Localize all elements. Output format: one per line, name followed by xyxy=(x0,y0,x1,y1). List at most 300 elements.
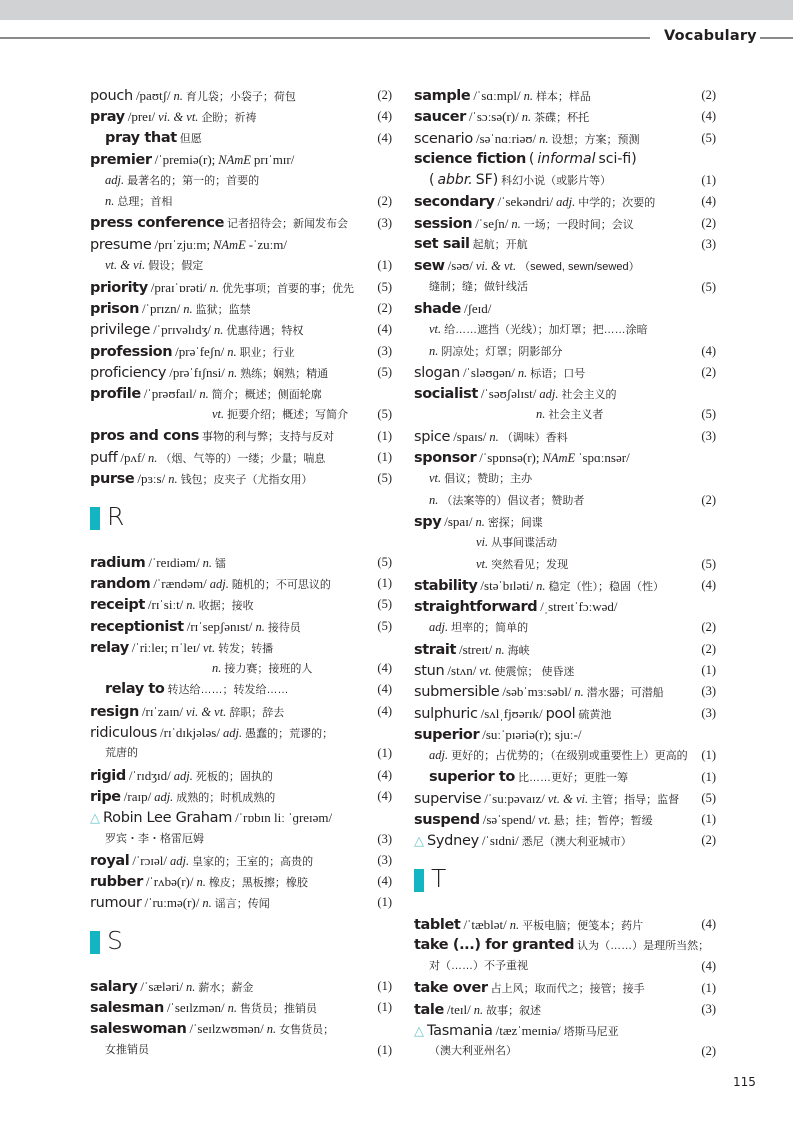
phonetic: /stʌn/ xyxy=(447,663,477,679)
phonetic: /ˈsekəndri/ xyxy=(497,194,554,210)
unit-number: (4) xyxy=(377,109,392,124)
part-of-speech: vi. & vt. xyxy=(158,110,199,125)
top-band xyxy=(0,0,793,20)
part-of-speech: adj. xyxy=(169,853,190,868)
unit-number: (1) xyxy=(701,173,716,188)
unit-number: (1) xyxy=(377,978,392,993)
part-of-speech: vi. xyxy=(476,535,489,550)
phonetic: /praɪˈɒrəti/ xyxy=(150,279,207,295)
vocab-entry xyxy=(414,255,716,298)
entry-line xyxy=(90,765,392,786)
unit-number: (5) xyxy=(701,130,716,145)
phonetic: /prəˈfɪʃnsi/ xyxy=(169,364,225,380)
unit-number: (4) xyxy=(377,703,392,718)
vocab-entry xyxy=(414,85,716,106)
headword: puff xyxy=(90,450,118,467)
vocab-entry xyxy=(414,383,716,426)
headword: pool xyxy=(545,705,576,722)
definition: 对（……）不予重视 xyxy=(429,960,528,973)
headword: rubber xyxy=(90,874,143,891)
part-of-speech: n. xyxy=(536,407,546,422)
definition: 比……更好；更胜一筹 xyxy=(517,771,628,784)
phonetic: /ˈspɒnsə(r); xyxy=(479,450,540,466)
vocab-entry xyxy=(414,106,716,127)
phonetic: /ˈrɪdʒɪd/ xyxy=(128,767,171,783)
part-of-speech: n. xyxy=(536,578,546,593)
entry-line xyxy=(90,850,392,871)
entry-continuation-line xyxy=(414,956,716,977)
definition: （澳大利亚州名） xyxy=(429,1045,517,1058)
unit-number: (2) xyxy=(377,194,392,209)
entry-line xyxy=(90,722,392,743)
unit-number: (2) xyxy=(377,300,392,315)
vocab-entry xyxy=(414,978,716,999)
entry-line xyxy=(90,573,392,594)
entry-line xyxy=(414,788,716,809)
phonetic: /səˈnɑːriəʊ/ xyxy=(475,130,537,146)
section-marker-bar xyxy=(90,507,100,530)
part-of-speech: n. xyxy=(255,619,265,634)
phonetic: /ˈseɪlzwʊmən/ xyxy=(189,1021,264,1037)
phonetic: /pʌf/ xyxy=(120,450,145,466)
vocab-entry xyxy=(90,616,392,637)
headword: science fiction xyxy=(414,150,526,167)
vocab-entry xyxy=(90,594,392,615)
phonetic: /rɪˈsepʃənɪst/ xyxy=(186,618,253,634)
entry-line xyxy=(414,999,716,1020)
headword: pros and cons xyxy=(90,427,200,444)
headword: slogan xyxy=(414,364,460,381)
entry-line xyxy=(414,703,716,724)
headword: socialist xyxy=(414,386,478,403)
entry-line xyxy=(414,1020,716,1041)
phonetic: /pɜːs/ xyxy=(137,471,166,487)
entry-line xyxy=(414,724,716,745)
entry-continuation-line xyxy=(414,532,716,553)
definition: 镭 xyxy=(214,557,226,570)
phonetic: /ˈsɔːsə(r)/ xyxy=(468,109,519,125)
vocab-entry xyxy=(414,213,716,234)
vocabulary-column-left xyxy=(90,85,392,1061)
phonetic: /ˈprɪzn/ xyxy=(142,300,181,316)
headword: proficiency xyxy=(90,364,167,381)
vocab-entry xyxy=(414,447,716,511)
part-of-speech: vt. xyxy=(429,471,442,486)
part-of-speech: n. xyxy=(495,642,505,657)
entry-line xyxy=(90,234,392,255)
definition: 扼要介绍；概述；写简介 xyxy=(227,409,349,422)
phonetic: /ˈriːleɪ; rɪˈleɪ/ xyxy=(131,639,200,655)
unit-number: (4) xyxy=(377,788,392,803)
definition: 愚蠢的；荒谬的； xyxy=(245,728,334,741)
unit-number: (1) xyxy=(377,575,392,590)
entry-line xyxy=(90,1018,392,1039)
part-of-speech: n. xyxy=(202,896,212,911)
sub-entry-line xyxy=(90,128,392,149)
definition: 故事；叙述 xyxy=(486,1004,542,1017)
definition: 接力赛；接班的人 xyxy=(224,663,313,676)
entry-continuation-line xyxy=(90,255,392,276)
part-of-speech: NAmE xyxy=(542,451,576,466)
definition: 更好的；占优势的；（在级别或重要性上）更高的 xyxy=(451,750,688,763)
phonetic: /ʃeɪd/ xyxy=(463,300,492,316)
vocab-entry xyxy=(414,681,716,702)
definition: 平板电脑；便笺本；药片 xyxy=(522,919,644,932)
unit-number: (1) xyxy=(701,663,716,678)
part-of-speech: n. xyxy=(185,979,196,994)
definition: 给……遮挡（光线）；加灯罩；把……涂暗 xyxy=(444,324,648,337)
entry-continuation-line xyxy=(414,490,716,511)
entry-line xyxy=(90,426,392,447)
definition: 从事间谍活动 xyxy=(491,537,558,550)
entry-line xyxy=(414,128,716,149)
definition: 总理；首相 xyxy=(117,196,173,209)
vocab-entry xyxy=(90,341,392,362)
phonetic: -ˈzuːm/ xyxy=(248,237,287,253)
entry-line xyxy=(414,191,716,212)
headword: straightforward xyxy=(414,599,538,616)
entry-line xyxy=(414,596,716,617)
headword: radium xyxy=(90,554,146,571)
entry-line xyxy=(90,594,392,615)
vocab-entry xyxy=(90,426,392,447)
headword: tale xyxy=(414,1001,444,1018)
phonetic: /prəˈfeʃn/ xyxy=(175,343,225,359)
definition: 设想；方案；预测 xyxy=(551,133,640,146)
definition: 假设；假定 xyxy=(148,260,204,273)
part-of-speech: adj. xyxy=(209,576,229,591)
definition: 缝制；缝；做针线活 xyxy=(429,280,528,293)
part-of-speech: n. xyxy=(429,343,439,358)
phonetic: /rɪˈdɪkjələs/ xyxy=(160,725,220,741)
entry-line xyxy=(414,914,716,935)
vocab-entry xyxy=(90,447,392,468)
part-of-speech: vt. xyxy=(479,664,492,679)
definition: 优惠待遇；特权 xyxy=(226,325,304,338)
vocab-entry xyxy=(414,767,716,788)
vocab-entry xyxy=(90,298,392,319)
unit-number: (3) xyxy=(377,343,392,358)
phonetic: /sʌlˌfjʊərɪk/ xyxy=(480,705,543,721)
headword: random xyxy=(90,575,151,592)
headword: priority xyxy=(90,279,148,296)
label: sci-fi) xyxy=(598,150,637,167)
definition: 一场；一段时间；会议 xyxy=(523,218,634,231)
vocab-entry xyxy=(414,128,716,149)
unit-number: (2) xyxy=(701,1044,716,1059)
vocab-entry xyxy=(90,722,392,765)
vocab-entry xyxy=(414,575,716,596)
entry-continuation-line xyxy=(414,404,716,425)
entry-continuation-line xyxy=(414,1041,716,1062)
definition: 简介；概述；侧面轮廓 xyxy=(211,389,322,402)
headword: spice xyxy=(414,428,451,445)
phonetic: /ˈsæləri/ xyxy=(140,978,183,994)
headword: strait xyxy=(414,641,456,658)
vocab-entry xyxy=(414,596,716,639)
phonetic: /ˈsuːpəvaɪz/ xyxy=(484,790,545,806)
entry-line xyxy=(90,298,392,319)
vocab-entry xyxy=(414,935,716,978)
part-of-speech: n. xyxy=(227,365,238,380)
part-of-speech: adj. xyxy=(222,726,243,741)
unit-number: (1) xyxy=(701,769,716,784)
part-of-speech: adj. xyxy=(173,768,193,783)
entry-line xyxy=(414,106,716,127)
unit-number: (1) xyxy=(377,999,392,1014)
headword: receptionist xyxy=(90,618,184,635)
unit-number: (3) xyxy=(377,215,392,230)
part-of-speech: n. xyxy=(539,131,549,146)
entry-continuation-line xyxy=(414,319,716,340)
definition: 认为（……）是理所当然； xyxy=(577,939,710,952)
vocab-entry xyxy=(414,1020,716,1063)
entry-line xyxy=(90,786,392,807)
section-heading xyxy=(414,852,716,914)
vocab-entry xyxy=(90,234,392,277)
section-letter: S xyxy=(107,925,123,955)
definition: 女售货员； xyxy=(279,1024,335,1037)
part-of-speech: vt. xyxy=(538,813,551,828)
headword: relay to xyxy=(105,681,165,698)
phonetic: /ˈseɪlzmən/ xyxy=(166,999,225,1015)
vocab-entry xyxy=(90,807,392,850)
phonetic: /paʊtʃ/ xyxy=(135,88,171,103)
definition: 谣言；传闻 xyxy=(214,898,270,911)
triangle-icon: △ xyxy=(414,833,424,849)
part-of-speech: n. xyxy=(475,514,485,529)
entry-line xyxy=(90,871,392,892)
entry-continuation-line xyxy=(90,191,392,212)
vocab-entry xyxy=(90,892,392,913)
headword: Sydney xyxy=(427,833,479,850)
entry-line xyxy=(90,383,392,404)
phonetic: /ˈtæblət/ xyxy=(463,916,507,932)
definition: 钱包；皮夹子（尤指女用） xyxy=(180,474,313,487)
part-of-speech: n. xyxy=(227,344,237,359)
unit-number: (5) xyxy=(377,597,392,612)
vocab-entry xyxy=(414,724,716,767)
entry-line xyxy=(90,149,392,170)
definition: 罗宾・李・格雷厄姆 xyxy=(105,832,204,845)
definition: 中学的；次要的 xyxy=(578,197,656,210)
vocab-entry xyxy=(90,552,392,573)
headword: profile xyxy=(90,386,141,403)
phonetic: /ˈrɒbɪn liː ˈɡreɪəm/ xyxy=(235,810,333,826)
phonetic: /ˈprɪvəlɪdʒ/ xyxy=(153,322,211,338)
unit-number: (5) xyxy=(701,556,716,571)
entry-continuation-line xyxy=(414,170,716,191)
vocab-entry xyxy=(90,106,392,127)
entry-line xyxy=(90,106,392,127)
unit-number: (5) xyxy=(377,554,392,569)
definition: 最著名的；第一的；首要的 xyxy=(127,175,260,188)
entry-line xyxy=(414,234,716,255)
headword: salesman xyxy=(90,999,164,1016)
entry-line xyxy=(414,255,716,276)
unit-number: (5) xyxy=(377,364,392,379)
entry-line xyxy=(90,616,392,637)
section-heading xyxy=(90,914,392,976)
definition: 优先事项；首要的事；优先 xyxy=(222,282,355,295)
sub-entry-line xyxy=(414,767,716,788)
headword: sponsor xyxy=(414,450,477,467)
part-of-speech: n. xyxy=(202,555,212,570)
entry-line xyxy=(414,935,716,956)
phonetic: /tæzˈmeɪniə/ xyxy=(495,1023,561,1039)
part-of-speech: vt. xyxy=(202,640,216,655)
definition: 坦率的；简单的 xyxy=(451,622,529,635)
headword: set sail xyxy=(414,236,470,253)
headword: Robin Lee Graham xyxy=(103,810,233,827)
definition: 起航；开航 xyxy=(472,239,528,252)
headword: stability xyxy=(414,577,478,594)
unit-number: (1) xyxy=(377,895,392,910)
label-italic: abbr. xyxy=(437,172,473,189)
phonetic: /stəˈbɪləti/ xyxy=(480,577,534,593)
part-of-speech: NAmE xyxy=(218,152,251,167)
entry-line xyxy=(414,809,716,830)
headword: session xyxy=(414,215,473,232)
entry-continuation-line xyxy=(90,829,392,850)
section-heading xyxy=(90,490,392,552)
headword: submersible xyxy=(414,684,500,701)
definition: 样本；样品 xyxy=(535,91,591,103)
triangle-icon: △ xyxy=(414,1023,424,1039)
headword: saleswoman xyxy=(90,1021,187,1038)
phonetic: /prɪˈzjuːm; xyxy=(154,237,211,253)
part-of-speech: vt. xyxy=(429,322,442,337)
unit-number: (1) xyxy=(701,980,716,995)
entry-line xyxy=(90,341,392,362)
phonetic: /suːˈpɪəriə(r); sjuː-/ xyxy=(482,726,582,742)
unit-number: (2) xyxy=(701,620,716,635)
phonetic: /ˈsləʊɡən/ xyxy=(462,364,515,380)
unit-number: (2) xyxy=(701,492,716,507)
entry-line xyxy=(414,426,716,447)
unit-number: (5) xyxy=(377,618,392,633)
definition: 接待员 xyxy=(267,621,301,634)
part-of-speech: n. xyxy=(147,451,158,466)
vocab-entry xyxy=(90,362,392,383)
headword: sew xyxy=(414,258,445,275)
unit-number: (5) xyxy=(701,407,716,422)
headword: sample xyxy=(414,88,471,104)
unit-number: (1) xyxy=(701,748,716,763)
unit-number: (2) xyxy=(377,88,392,102)
entry-continuation-line xyxy=(90,404,392,425)
vocab-entry xyxy=(90,85,392,106)
definition: 密探；间谍 xyxy=(487,516,543,529)
entry-line xyxy=(90,362,392,383)
definition: 荒唐的 xyxy=(105,747,138,760)
phonetic: ˈspɑːnsər/ xyxy=(578,450,630,466)
part-of-speech: vt. & vi. xyxy=(105,258,146,273)
entry-line xyxy=(90,976,392,997)
definition: 塔斯马尼亚 xyxy=(563,1026,619,1039)
unit-number: (1) xyxy=(377,1042,392,1057)
entry-line xyxy=(90,637,392,658)
part-of-speech: adj. xyxy=(539,387,559,402)
part-of-speech: n. xyxy=(186,598,196,613)
definition: 辞职；辞去 xyxy=(229,706,285,719)
definition: 育儿袋；小袋子；荷包 xyxy=(185,91,296,103)
page-number: 115 xyxy=(733,1075,756,1089)
headword: pray xyxy=(90,109,125,126)
section-letter: T xyxy=(431,863,447,893)
definition: 收据；接收 xyxy=(198,600,254,613)
headword: press conference xyxy=(90,214,225,231)
headword: shade xyxy=(414,300,461,317)
entry-continuation-line xyxy=(414,277,716,298)
vocab-entry xyxy=(90,701,392,722)
phonetic: prɪˈmɪr/ xyxy=(253,151,295,167)
entry-line xyxy=(414,85,716,106)
part-of-speech: adj. xyxy=(105,173,125,188)
headword: pray that xyxy=(105,129,177,146)
entry-line xyxy=(414,681,716,702)
definition: 稳定（性）；稳固（性） xyxy=(548,580,665,593)
definition: 转发；转播 xyxy=(218,642,274,655)
entry-continuation-line xyxy=(90,658,392,679)
headword: superior to xyxy=(429,768,515,785)
entry-line xyxy=(414,978,716,999)
vocab-entry xyxy=(414,830,716,851)
vocab-entry xyxy=(414,809,716,830)
definition: 随机的；不可思议的 xyxy=(231,578,331,591)
vocab-entry xyxy=(90,277,392,298)
headword: receipt xyxy=(90,597,145,614)
unit-number: (4) xyxy=(701,959,716,974)
headword: privilege xyxy=(90,322,151,339)
label: SF) xyxy=(475,172,499,189)
vocab-entry xyxy=(90,997,392,1018)
phonetic: /ˌstreɪtˈfɔːwəd/ xyxy=(540,599,618,615)
entry-line xyxy=(414,298,716,319)
vocab-entry xyxy=(90,679,392,700)
vocab-entry xyxy=(90,765,392,786)
definition: 事物的利与弊；支持与反对 xyxy=(202,430,335,443)
unit-number: (4) xyxy=(701,343,716,358)
definition: 社会主义的 xyxy=(561,389,617,402)
part-of-speech: n. xyxy=(227,1000,238,1015)
definition: 熟练；娴熟；精通 xyxy=(240,367,329,380)
sub-entry-line xyxy=(90,679,392,700)
entry-line xyxy=(414,383,716,404)
label-italic: informal xyxy=(537,150,596,167)
vocab-entry xyxy=(414,426,716,447)
definition: 科幻小说（或影片等） xyxy=(501,175,612,188)
entry-continuation-line xyxy=(414,617,716,638)
phonetic: /ˈseʃn/ xyxy=(475,215,509,231)
phonetic: /səʊ/ xyxy=(447,258,473,274)
section-letter: R xyxy=(107,501,125,531)
entry-continuation-line xyxy=(90,743,392,764)
phonetic: /ˈsɑːmpl/ xyxy=(473,88,521,103)
headword: royal xyxy=(90,852,130,869)
headword: ridiculous xyxy=(90,725,158,742)
phonetic: /spaɪ/ xyxy=(444,513,473,529)
entry-continuation-line xyxy=(90,1040,392,1061)
unit-number: (4) xyxy=(377,661,392,676)
definition: 女推销员 xyxy=(105,1043,149,1056)
part-of-speech: n. xyxy=(523,89,533,103)
part-of-speech: n. xyxy=(168,472,178,487)
part-of-speech: n. xyxy=(213,323,224,338)
vocab-entry xyxy=(414,639,716,660)
part-of-speech: NAmE xyxy=(213,238,246,253)
vocab-entry xyxy=(414,149,716,192)
